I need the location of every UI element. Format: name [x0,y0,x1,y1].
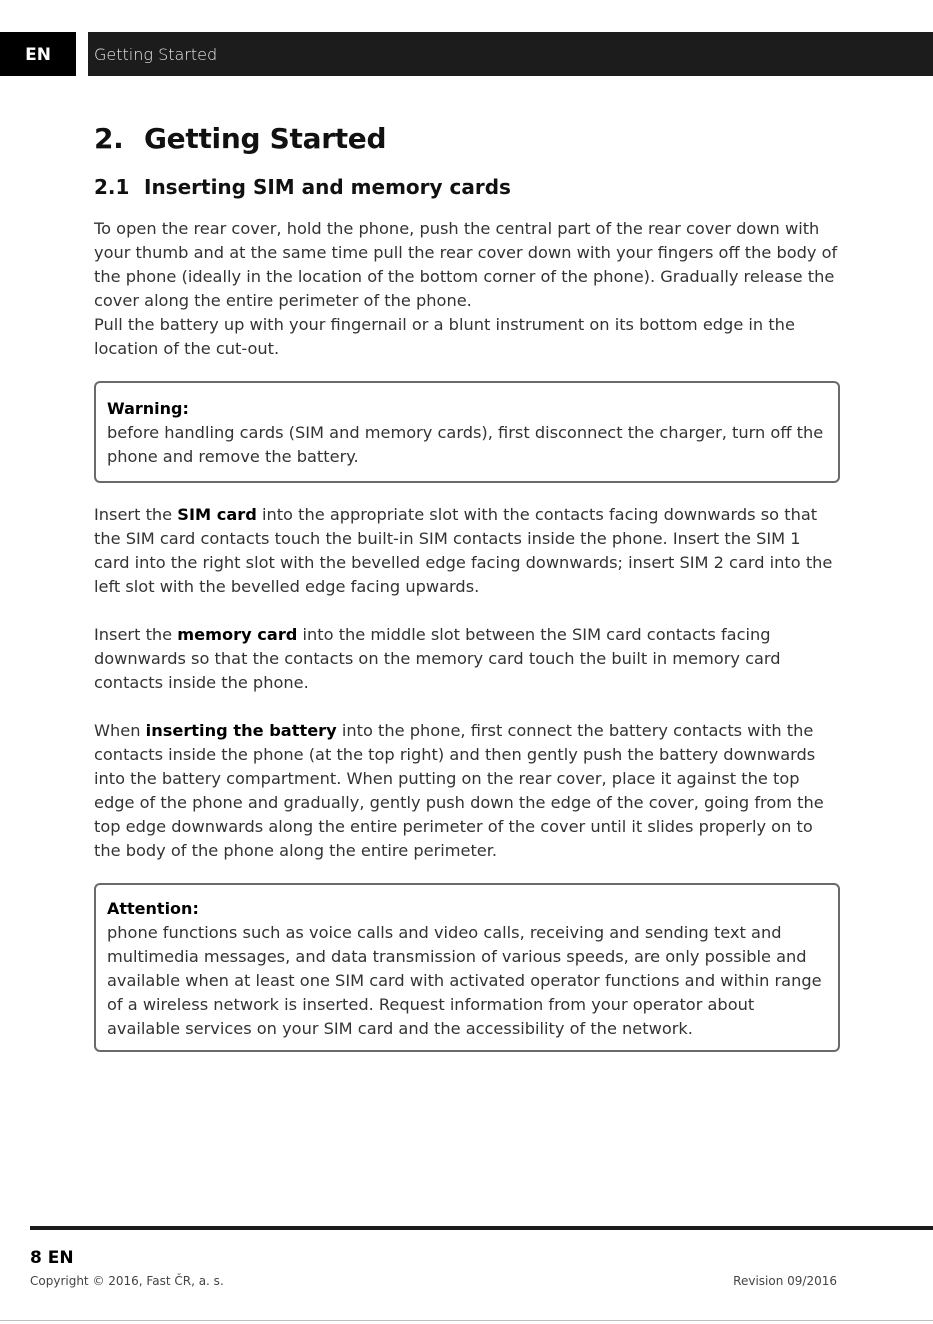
warning-title: Warning: [107,399,189,418]
intro-paragraph-2: Pull the battery up with your fingernail or a blunt instrument on its bottom edge in the location of the cut-out. [94,315,795,358]
battery-paragraph [94,719,838,863]
battery-pre: When [94,721,146,740]
language-tab: EN [0,32,76,76]
battery-post: into the phone, first connect the battery contacts with the contacts inside the phone (at the top right) and then gently push the battery downwards into the battery compartment. When putting on the rear cover, place it against the top edge of the phone and gradually, gently push down the edge of the cover, going from the top edge downwards along the entire perimeter of the cover until it slides properly on to the body of the phone along the entire perimeter. [94,721,824,860]
memory-card-paragraph [94,623,838,695]
header-separator [76,32,88,76]
sim-bold: SIM card [177,505,257,524]
sim-pre: Insert the [94,505,178,524]
section-heading [94,175,838,199]
warning-text: before handling cards (SIM and memory cards), first disconnect the charger, turn off the phone and remove the battery. [107,423,824,466]
memory-pre: Insert the [94,625,178,644]
sim-post: into the appropriate slot with the contacts facing downwards so that the SIM card contacts touch the built-in SIM contacts inside the phone. Insert the SIM 1 card into the right slot with the bevelled edge facing downwards; insert SIM 2 card into the left slot with the bevelled edge facing upwards. [94,505,833,596]
section-title: Inserting SIM and memory cards [144,175,511,199]
header-bar [0,32,933,76]
warning-box [94,381,840,483]
attention-text: phone functions such as voice calls and video calls, receiving and sending text and multimedia messages, and data transmission of various speeds, are only possible and available when at least one SIM card with activated operator functions and within range of a wireless network is inserted. Request information from your operator about available services on your SIM card and the accessibility of the network. [107,923,822,1038]
attention-title: Attention: [107,899,199,918]
page-bottom-line [0,1320,933,1321]
copyright-text: Copyright © 2016, Fast ČR, a. s. [30,1274,224,1288]
attention-box [94,883,840,1052]
footer-rule [30,1226,933,1230]
page-number: 8 EN [30,1248,74,1268]
sim-card-paragraph [94,503,838,599]
revision-text: Revision 09/2016 [733,1274,837,1288]
page-content [94,110,838,1052]
chapter-title: Getting Started [144,122,387,155]
memory-bold: memory card [177,625,298,644]
battery-bold: inserting the battery [145,721,337,740]
chapter-number: 2. [94,122,124,155]
intro-paragraph-1: To open the rear cover, hold the phone, push the central part of the rear cover down with your thumb and at the same time pull the rear cover down with your fingers off the body of the phone (ideally in the location of the bottom corner of the phone). Gradually release the cover along the entire perimeter of the phone. [94,219,838,310]
memory-post: into the middle slot between the SIM card contacts facing downwards so that the contacts on the memory card touch the built in memory card contacts inside the phone. [94,625,781,692]
section-number: 2.1 [94,175,130,199]
chapter-heading [94,122,838,155]
header-section-title: Getting Started [94,45,218,64]
